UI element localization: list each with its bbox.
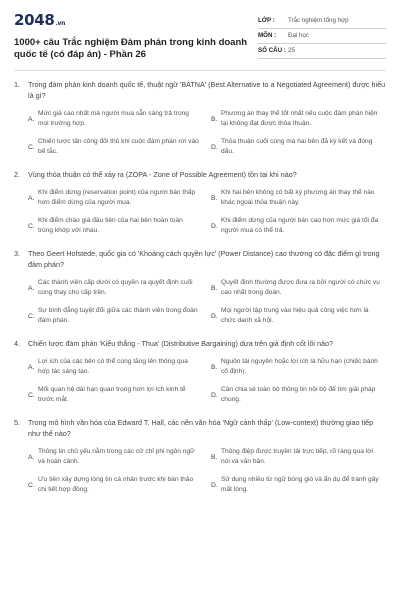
option-letter: C. [28,391,35,399]
option-text: Khi hai bên không có bất kỳ phương án thay thế nào khác ngoài thỏa thuận này. [221,189,375,206]
question-text: Theo Geert Hofstede, quốc gia có 'Khoảng cách quyền lực' (Power Distance) cao thường có đặc điểm gì trong đàm phán? [28,249,380,269]
question-item [14,417,386,499]
question-text: Chiến lược đàm phán 'Kiểu thắng - Thua' (Distributive Bargaining) dựa trên giả định cốt lõi nào? [28,339,334,348]
logo-text: 2048 [14,11,55,29]
answer-option[interactable] [28,471,203,499]
answer-option[interactable] [211,184,386,212]
option-letter: D. [211,222,218,230]
option-letter: B. [211,115,218,123]
option-text: Chiến lược tấn công đối thủ khi cuộc đàm phán rơi vào bế tắc. [38,138,199,155]
option-letter: B. [211,363,218,371]
option-letter: C. [28,222,35,230]
option-text: Khi điểm dừng của người bán cao hơn mức giá tối đa người mua có thể trả. [221,217,379,234]
meta-label: MÔN : [258,32,277,39]
option-letter: D. [211,143,218,151]
answer-option[interactable] [211,212,386,240]
question-item [14,79,386,161]
option-text: Sử dụng nhiều từ ngữ bóng gió và ẩn dụ để tránh gây mất lòng. [221,476,379,493]
answer-option[interactable] [211,471,386,499]
meta-row [258,14,386,29]
option-letter: C. [28,481,35,489]
answer-options [28,184,386,240]
answer-option[interactable] [28,443,203,471]
option-text: Mọi người tập trung vào hiệu quả công việc hơn là chức danh xã hội. [221,307,369,324]
option-letter: A. [28,115,35,123]
answer-options [28,353,386,409]
question-item [14,338,386,409]
answer-options [28,274,386,330]
question-header [14,79,386,101]
meta-label: SỐ CÂU : [258,47,286,54]
option-text: Cần chia sẻ toàn bộ thông tin nội bộ để tìm giải pháp chung. [221,386,376,403]
meta-row [258,29,386,44]
option-letter: A. [28,363,35,371]
question-header [14,417,386,439]
question-header [14,248,386,270]
question-text: Trong mô hình văn hóa của Edward T. Hall, các nền văn hóa 'Ngữ cảnh thấp' (Low-context) thường giao tiếp như thế nào? [28,418,374,438]
question-header [14,169,386,180]
meta-value: 25 [288,47,295,54]
question-text: Vùng thỏa thuận có thể xảy ra (ZOPA - Zone of Possible Agreement) tồn tại khi nào? [28,170,297,179]
option-text: Quyết định thường được đưa ra bởi người có chức vụ cao nhất trong đoàn. [221,279,380,296]
option-letter: A. [28,194,35,202]
option-letter: D. [211,481,218,489]
meta-row [258,44,386,59]
question-number: 4. [14,339,20,348]
answer-option[interactable] [28,381,203,409]
option-text: Phương án thay thế tốt nhất nếu cuộc đàm phán hiện tại không đạt được thỏa thuận. [221,110,378,127]
meta-table [258,14,386,61]
option-text: Thông điệp được truyền tải trực tiếp, rõ ràng qua lời nói và văn bản. [221,448,373,465]
option-letter: B. [211,284,218,292]
question-item [14,248,386,330]
option-letter: A. [28,284,35,292]
question-text: Trong đàm phán kinh doanh quốc tế, thuật ngữ 'BATNA' (Best Alternative to a Negotiated Agreement) được hiểu là gì? [28,80,386,100]
meta-label: LỚP : [258,17,275,24]
question-number: 5. [14,418,20,427]
answer-option[interactable] [211,381,386,409]
meta-value: Trắc nghiệm tổng hợp [288,17,349,24]
answer-option[interactable] [28,353,203,381]
option-letter: D. [211,312,218,320]
answer-option[interactable] [28,184,203,212]
answer-options [28,105,386,161]
option-letter: B. [211,453,218,461]
answer-option[interactable] [28,274,203,302]
answer-option[interactable] [28,302,203,330]
option-text: Khi điểm chào giá đầu tiên của hai bên hoàn toàn trùng khớp với nhau. [38,217,183,234]
option-letter: B. [211,194,218,202]
question-number: 2. [14,170,20,179]
option-letter: C. [28,143,35,151]
answer-option[interactable] [28,133,203,161]
answer-option[interactable] [211,443,386,471]
logo-suffix: .vn [55,20,66,27]
page-header [14,12,386,61]
question-item [14,169,386,240]
header-divider [14,70,386,71]
option-letter: A. [28,453,35,461]
answer-option[interactable] [211,133,386,161]
answer-options [28,443,386,499]
question-header [14,338,386,349]
option-letter: D. [211,391,218,399]
answer-option[interactable] [211,353,386,381]
answer-option[interactable] [211,302,386,330]
answer-option[interactable] [211,274,386,302]
option-letter: C. [28,312,35,320]
option-text: Mức giá cao nhất mà người mua sẵn sàng trả trong mọi trường hợp. [38,110,189,127]
question-number: 1. [14,80,20,89]
answer-option[interactable] [28,105,203,133]
site-logo[interactable] [14,12,254,32]
answer-option[interactable] [28,212,203,240]
question-list [14,79,386,499]
option-text: Thông tin chủ yếu nằm trong các cử chỉ phi ngôn ngữ và hoàn cảnh. [38,448,195,465]
answer-option[interactable] [211,105,386,133]
option-text: Sự bình đẳng tuyệt đối giữa các thành viên trong đoàn đàm phán. [38,307,198,324]
question-number: 3. [14,249,20,258]
option-text: Nguồn tài nguyên hoặc lợi ích là hữu hạn (chiếc bánh cố định). [221,358,378,375]
meta-value: Đại học [288,32,309,39]
option-text: Các thành viên cấp dưới có quyền ra quyết định cuối cùng thay cho cấp trên. [38,279,193,296]
header-left [14,12,254,61]
option-text: Thỏa thuận cuối cùng mà hai bên đã ký kết và đóng dấu. [221,138,373,155]
option-text: Lợi ích của các bên có thể cùng tăng lên thông qua hợp tác sáng tạo. [38,358,188,375]
document-title: 1000+ câu Trắc nghiệm Đàm phán trong kinh doanh quốc tế (có đáp án) - Phần 26 [14,37,248,60]
option-text: Khi điểm dừng (reservation point) của người bán thấp hơn điểm dừng của người mua. [38,189,196,206]
option-text: Ưu tiên xây dựng lòng tin cá nhân trước khi bàn thảo chi tiết hợp đồng. [38,476,194,493]
option-text: Mối quan hệ dài hạn quan trọng hơn lợi ích kinh tế trước mắt. [38,386,186,403]
